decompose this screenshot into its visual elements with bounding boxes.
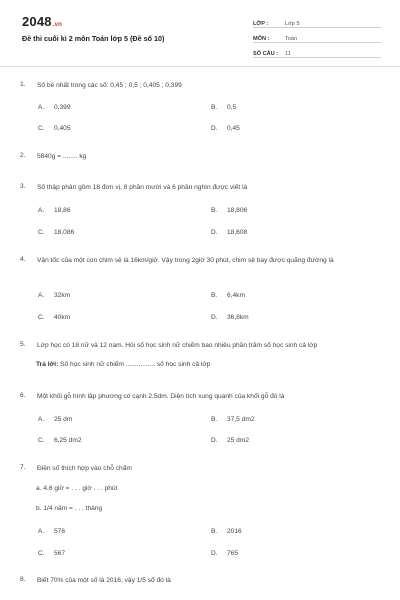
- meta-row-subject: [253, 30, 381, 43]
- option-b[interactable]: [211, 292, 245, 299]
- header-divider: [0, 66, 400, 67]
- question-number: 3.: [20, 183, 26, 190]
- option-text: 6,25 dm2: [54, 437, 82, 444]
- option-b[interactable]: [211, 528, 242, 535]
- question-number: 1.: [20, 81, 26, 88]
- option-letter: A.: [38, 292, 45, 299]
- meta-label: SỐ CÂU :: [253, 51, 279, 57]
- option-a[interactable]: [38, 292, 70, 299]
- option-letter: C.: [38, 550, 45, 557]
- option-text: 2016: [227, 528, 242, 535]
- option-letter: D.: [211, 314, 218, 321]
- meta-label: MÔN :: [253, 36, 270, 42]
- question-text: Lớp học có 18 nữ và 12 nam. Hỏi số học sinh nữ chiếm bao nhiêu phần trăm số học sinh cả lớp: [37, 342, 318, 349]
- question-number: 2.: [20, 152, 26, 159]
- option-d[interactable]: [211, 229, 247, 236]
- logo-main: 2048: [22, 14, 52, 29]
- option-letter: A.: [38, 416, 45, 423]
- question-text: Điền số thích hợp vào chỗ chấm: [37, 465, 132, 472]
- option-c[interactable]: [38, 550, 65, 557]
- answer-text: Số học sinh nữ chiếm ................ số học sinh cả lớp: [60, 361, 211, 368]
- question-number: 8.: [20, 576, 26, 583]
- option-letter: D.: [211, 550, 218, 557]
- option-b[interactable]: [211, 104, 236, 111]
- option-text: 18,86: [54, 207, 71, 214]
- option-text: 567: [54, 550, 66, 557]
- option-c[interactable]: [38, 437, 82, 444]
- option-text: 0,5: [227, 104, 237, 111]
- option-c[interactable]: [38, 229, 74, 236]
- question-text: Vận tốc của một con chim sẻ là 16km/giờ. Vậy trong 2giờ 30 phút, chim sẻ bay được quãng đường là: [37, 257, 334, 264]
- meta-row-question-count: [253, 45, 381, 58]
- exam-title: Đề thi cuối kì 2 môn Toán lớp 5 (Đề số 10): [22, 34, 165, 43]
- meta-value: Toán: [285, 36, 298, 42]
- option-a[interactable]: [38, 528, 65, 535]
- option-letter: A.: [38, 528, 45, 535]
- option-d[interactable]: [211, 437, 249, 444]
- option-a[interactable]: [38, 104, 71, 111]
- meta-value: Lớp 5: [285, 21, 300, 27]
- exam-meta: [253, 15, 381, 60]
- option-a[interactable]: [38, 207, 71, 214]
- option-d[interactable]: [211, 125, 240, 132]
- option-letter: B.: [211, 104, 218, 111]
- option-text: 37,5 dm2: [227, 416, 255, 423]
- option-letter: B.: [211, 416, 218, 423]
- option-text: 0,405: [54, 125, 71, 132]
- option-letter: A.: [38, 207, 45, 214]
- logo-suffix: .vn: [52, 22, 63, 28]
- option-letter: D.: [211, 125, 218, 132]
- option-text: 40km: [54, 314, 71, 321]
- question-text: 5840g = ........ kg: [37, 153, 87, 160]
- option-c[interactable]: [38, 314, 70, 321]
- answer-line[interactable]: [36, 361, 210, 368]
- question-number: 5.: [20, 341, 26, 348]
- option-letter: A.: [38, 104, 45, 111]
- meta-row-class: [253, 15, 381, 28]
- logo[interactable]: [22, 14, 62, 29]
- option-letter: C.: [38, 437, 45, 444]
- option-letter: D.: [211, 437, 218, 444]
- option-text: 25 dm2: [227, 437, 249, 444]
- option-letter: C.: [38, 229, 45, 236]
- option-text: 18,608: [227, 229, 248, 236]
- option-letter: B.: [211, 528, 218, 535]
- option-text: 576: [54, 528, 66, 535]
- option-b[interactable]: [211, 207, 247, 214]
- option-text: 0,45: [227, 125, 240, 132]
- question-text: Số thập phân gồm 18 đơn vị, 8 phần mười và 6 phần nghìn được viết là: [37, 184, 248, 191]
- option-a[interactable]: [38, 416, 72, 423]
- answer-label: Trả lời:: [36, 361, 59, 368]
- question-number: 6.: [20, 392, 26, 399]
- option-d[interactable]: [211, 550, 238, 557]
- question-text: Biết 70% của một số là 2016, vậy 1/5 số đó là: [37, 577, 171, 584]
- option-letter: D.: [211, 229, 218, 236]
- option-text: 0,399: [54, 104, 71, 111]
- option-letter: B.: [211, 207, 218, 214]
- option-c[interactable]: [38, 125, 71, 132]
- option-letter: C.: [38, 314, 45, 321]
- option-text: 6,4km: [227, 292, 245, 299]
- meta-label: LỚP :: [253, 21, 269, 27]
- header: [0, 0, 400, 64]
- question-text: Số bé nhất trong các số: 0,45 ; 0,5 ; 0,405 ; 0,399: [37, 82, 182, 89]
- option-text: 25 dm: [54, 416, 73, 423]
- option-letter: B.: [211, 292, 218, 299]
- meta-value: 11: [285, 51, 291, 57]
- option-text: 765: [227, 550, 239, 557]
- option-d[interactable]: [211, 314, 249, 321]
- option-b[interactable]: [211, 416, 255, 423]
- question-number: 7.: [20, 464, 26, 471]
- option-text: 18,086: [54, 229, 75, 236]
- option-text: 32km: [54, 292, 71, 299]
- question-text: Một khối gỗ hình lập phương có cạnh 2,5dm. Diện tích xung quanh của khối gỗ đó là: [37, 393, 285, 400]
- option-text: 36,8km: [227, 314, 249, 321]
- option-letter: C.: [38, 125, 45, 132]
- option-text: 18,806: [227, 207, 248, 214]
- fill-line-b[interactable]: b. 1/4 năm = . . . tháng: [36, 505, 103, 512]
- fill-line-a[interactable]: a. 4,6 giờ = . . . giờ . . . phút: [36, 485, 118, 492]
- question-number: 4.: [20, 256, 26, 263]
